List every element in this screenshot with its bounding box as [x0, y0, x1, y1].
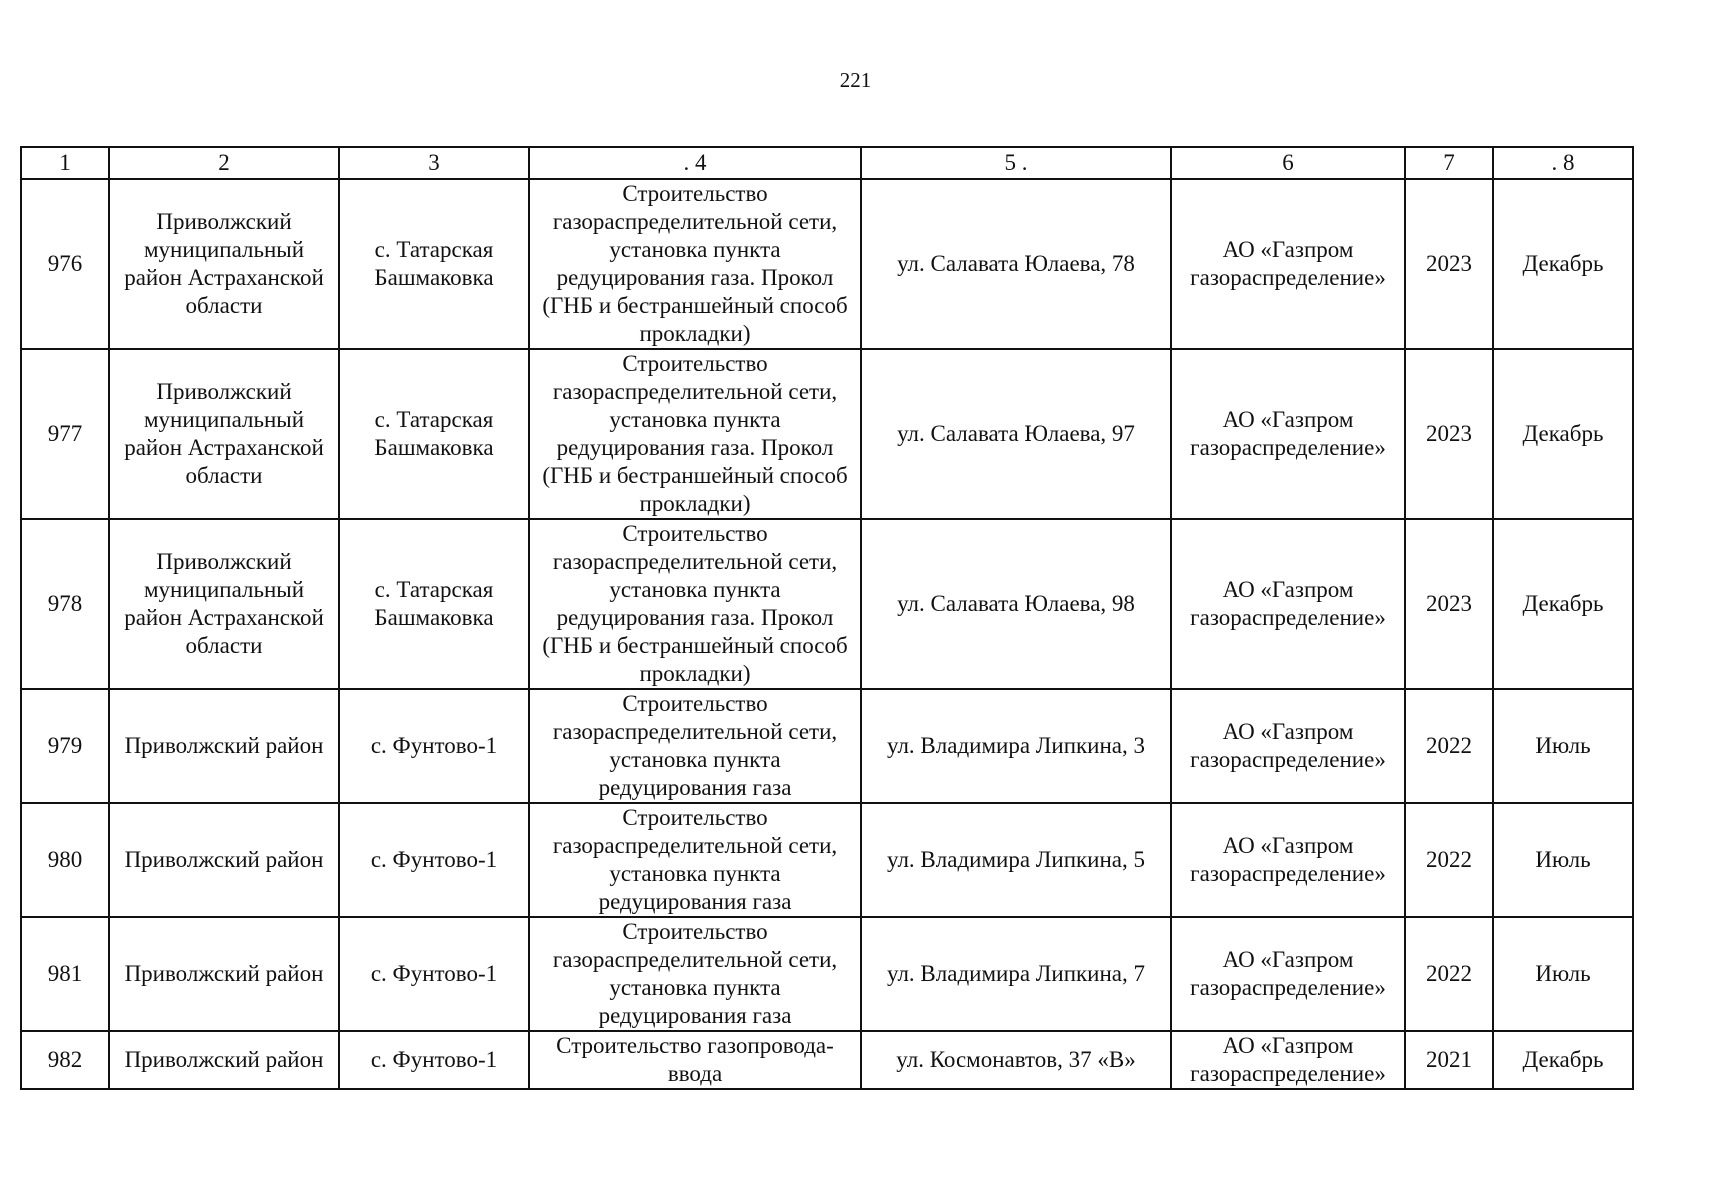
cell-work: Строительство газораспределительной сети, установка пункта редуцирования газа. Прокол (ГНБ и бестраншейный способ прокладки): [529, 349, 861, 519]
cell-settlement: с. Фунтово-1: [339, 803, 529, 917]
header-col-4: . 4: [529, 147, 861, 179]
cell-year: 2021: [1405, 1031, 1493, 1089]
cell-organization: АО «Газпром газораспределение»: [1171, 917, 1405, 1031]
page-number: 221: [839, 68, 872, 92]
cell-organization: АО «Газпром газораспределение»: [1171, 179, 1405, 349]
cell-organization: АО «Газпром газораспределение»: [1171, 519, 1405, 689]
cell-month: Июль: [1493, 689, 1633, 803]
cell-number: 981: [21, 917, 109, 1031]
cell-address: ул. Салавата Юлаева, 78: [861, 179, 1171, 349]
cell-month: Декабрь: [1493, 179, 1633, 349]
cell-district: Приволжский район: [109, 803, 339, 917]
cell-address: ул. Космонавтов, 37 «В»: [861, 1031, 1171, 1089]
cell-month: Декабрь: [1493, 349, 1633, 519]
cell-year: 2022: [1405, 917, 1493, 1031]
gas-works-table: [20, 146, 1634, 1090]
cell-organization: АО «Газпром газораспределение»: [1171, 349, 1405, 519]
cell-year: 2022: [1405, 803, 1493, 917]
cell-organization: АО «Газпром газораспределение»: [1171, 803, 1405, 917]
cell-settlement: с. Татарская Башмаковка: [339, 519, 529, 689]
cell-address: ул. Владимира Липкина, 3: [861, 689, 1171, 803]
header-row: [21, 147, 1633, 179]
cell-work: Строительство газораспределительной сети, установка пункта редуцирования газа. Прокол (ГНБ и бестраншейный способ прокладки): [529, 179, 861, 349]
cell-address: ул. Салавата Юлаева, 97: [861, 349, 1171, 519]
cell-work: Строительство газораспределительной сети, установка пункта редуцирования газа: [529, 803, 861, 917]
cell-district: Приволжский район: [109, 689, 339, 803]
table-row: [21, 519, 1633, 689]
cell-settlement: с. Татарская Башмаковка: [339, 179, 529, 349]
header-col-1: 1: [21, 147, 109, 179]
table-row: [21, 689, 1633, 803]
cell-work: Строительство газораспределительной сети, установка пункта редуцирования газа. Прокол (ГНБ и бестраншейный способ прокладки): [529, 519, 861, 689]
cell-organization: АО «Газпром газораспределение»: [1171, 689, 1405, 803]
cell-district: Приволжский район: [109, 1031, 339, 1089]
table-row: [21, 349, 1633, 519]
cell-settlement: с. Фунтово-1: [339, 917, 529, 1031]
cell-work: Строительство газопровода-ввода: [529, 1031, 861, 1089]
cell-number: 982: [21, 1031, 109, 1089]
cell-month: Декабрь: [1493, 1031, 1633, 1089]
header-col-2: 2: [109, 147, 339, 179]
cell-settlement: с. Фунтово-1: [339, 689, 529, 803]
header-col-7: 7: [1405, 147, 1493, 179]
cell-address: ул. Владимира Липкина, 7: [861, 917, 1171, 1031]
cell-number: 976: [21, 179, 109, 349]
cell-organization: АО «Газпром газораспределение»: [1171, 1031, 1405, 1089]
cell-number: 977: [21, 349, 109, 519]
table-row: [21, 803, 1633, 917]
cell-year: 2023: [1405, 179, 1493, 349]
cell-number: 978: [21, 519, 109, 689]
cell-address: ул. Владимира Липкина, 5: [861, 803, 1171, 917]
table-row: [21, 179, 1633, 349]
cell-address: ул. Салавата Юлаева, 98: [861, 519, 1171, 689]
cell-number: 979: [21, 689, 109, 803]
cell-year: 2023: [1405, 519, 1493, 689]
cell-district: Приволжский муниципальный район Астраханской области: [109, 349, 339, 519]
cell-work: Строительство газораспределительной сети, установка пункта редуцирования газа: [529, 917, 861, 1031]
cell-settlement: с. Татарская Башмаковка: [339, 349, 529, 519]
cell-number: 980: [21, 803, 109, 917]
header-col-3: 3: [339, 147, 529, 179]
cell-district: Приволжский муниципальный район Астраханской области: [109, 519, 339, 689]
cell-month: Июль: [1493, 803, 1633, 917]
header-col-6: 6: [1171, 147, 1405, 179]
header-col-5: 5 .: [861, 147, 1171, 179]
cell-district: Приволжский муниципальный район Астраханской области: [109, 179, 339, 349]
cell-year: 2023: [1405, 349, 1493, 519]
cell-month: Декабрь: [1493, 519, 1633, 689]
header-col-8: . 8: [1493, 147, 1633, 179]
cell-work: Строительство газораспределительной сети, установка пункта редуцирования газа: [529, 689, 861, 803]
cell-month: Июль: [1493, 917, 1633, 1031]
table-row: [21, 917, 1633, 1031]
cell-year: 2022: [1405, 689, 1493, 803]
table-row: [21, 1031, 1633, 1089]
cell-district: Приволжский район: [109, 917, 339, 1031]
cell-settlement: с. Фунтово-1: [339, 1031, 529, 1089]
